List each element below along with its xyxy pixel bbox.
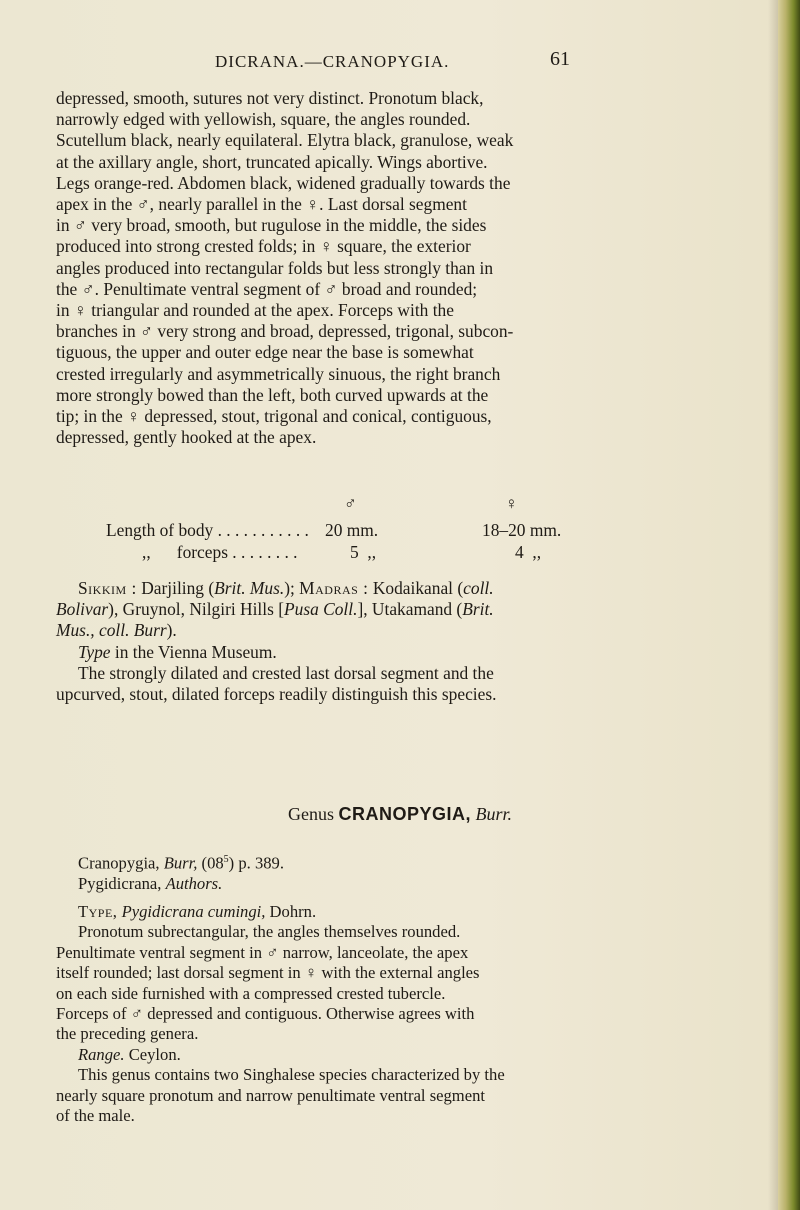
measurement-female: 18–20 mm. bbox=[482, 520, 562, 540]
description-line: Scutellum black, nearly equilateral. Elytra black, granulose, weak bbox=[56, 130, 514, 151]
synonymy-line: Pygidicrana, Authors. bbox=[78, 873, 223, 893]
localities-line: Mus., coll. Burr). bbox=[56, 620, 177, 641]
range-line: Range. Ceylon. bbox=[78, 1044, 181, 1064]
locality-madras: Madras : bbox=[299, 578, 369, 598]
page-number: 61 bbox=[550, 48, 570, 70]
genus-description-line: Pronotum subrectangular, the angles themselves rounded. bbox=[78, 922, 461, 942]
closing-line: of the male. bbox=[56, 1106, 135, 1126]
species-description bbox=[56, 88, 712, 448]
type-locality: Type in the Vienna Museum. bbox=[78, 641, 277, 662]
closing-line: This genus contains two Singhalese species characterized by the bbox=[78, 1065, 505, 1085]
female-symbol: ♀ bbox=[505, 494, 518, 513]
description-line: the ♂. Penultimate ventral segment of ♂ broad and rounded; bbox=[56, 278, 478, 299]
diagnosis-line: The strongly dilated and crested last dorsal segment and the bbox=[78, 662, 494, 683]
genus-heading: Genus CRANOPYGIA, Burr. bbox=[287, 804, 513, 824]
genus-description-line: the preceding genera. bbox=[56, 1024, 199, 1044]
description-line: in ♀ triangular and rounded at the apex. Forceps with the bbox=[56, 300, 454, 321]
locality-sikkim: Sikkim : bbox=[78, 578, 137, 598]
synonymy-line: Cranopygia, Burr, $(08^5)$ p. 389. bbox=[78, 853, 284, 873]
description-line: produced into strong crested folds; in ♀ square, the exterior bbox=[56, 236, 471, 257]
description-line: more strongly bowed than the left, both curved upwards at the bbox=[56, 384, 489, 405]
description-line: apex in the ♂, nearly parallel in the ♀. Last dorsal segment bbox=[56, 194, 467, 215]
genus-description-line: on each side furnished with a compressed crested tubercle. bbox=[56, 983, 446, 1003]
running-head: DICRANA.—CRANOPYGIA. bbox=[215, 52, 450, 71]
genus-description-line: itself rounded; last dorsal segment in ♀ with the external angles bbox=[56, 963, 480, 983]
measurement-row bbox=[0, 520, 800, 542]
description-line: depressed, gently hooked at the apex. bbox=[56, 427, 317, 448]
male-symbol: ♂ bbox=[344, 494, 357, 513]
measurement-male: 20 mm. bbox=[325, 520, 379, 540]
page-gutter-shadow bbox=[768, 0, 778, 1210]
genus-description-line: Forceps of ♂ depressed and contiguous. Otherwise agrees with bbox=[56, 1004, 475, 1024]
description-line: depressed, smooth, sutures not very distinct. Pronotum black, bbox=[56, 88, 484, 108]
description-line: angles produced into rectangular folds but less strongly than in bbox=[56, 257, 494, 278]
description-line: branches in ♂ very strong and broad, depressed, trigonal, subcon- bbox=[56, 321, 514, 342]
sex-symbols-row bbox=[0, 494, 800, 516]
description-line: narrowly edged with yellowish, square, the angles rounded. bbox=[56, 109, 471, 130]
description-line: in ♂ very broad, smooth, but rugulose in the middle, the sides bbox=[56, 215, 487, 236]
measurement-female: 4 ,, bbox=[515, 542, 542, 562]
genus-description bbox=[56, 902, 712, 1126]
synonymy bbox=[56, 850, 712, 894]
measurement-label: Length of body . . . . . . . . . . . bbox=[106, 520, 309, 540]
type-species-line: Type, Pygidicrana cumingi, Dohrn. bbox=[78, 902, 317, 921]
description-line: tip; in the ♀ depressed, stout, trigonal and conical, contiguous, bbox=[56, 406, 492, 427]
localities bbox=[56, 578, 712, 705]
diagnosis-line: upcurved, stout, dilated forceps readily distinguish this species. bbox=[56, 684, 497, 705]
measurement-row bbox=[0, 542, 800, 564]
localities-line: Sikkim : Darjiling (Brit. Mus.); Madras : Kodaikanal (coll. bbox=[78, 578, 494, 598]
measurement-male: 5 ,, bbox=[350, 542, 377, 562]
genus-name: CRANOPYGIA, bbox=[338, 804, 471, 824]
book-edge bbox=[778, 0, 800, 1210]
genus-description-line: Penultimate ventral segment in ♂ narrow, lanceolate, the apex bbox=[56, 942, 469, 962]
description-line: Legs orange-red. Abdomen black, widened gradually towards the bbox=[56, 172, 511, 193]
localities-line: Bolivar), Gruynol, Nilgiri Hills [Pusa Coll.], Utakamand (Brit. bbox=[56, 599, 494, 620]
description-line: crested irregularly and asymmetrically sinuous, the right branch bbox=[56, 363, 501, 384]
measurement-label: ,, forceps . . . . . . . . bbox=[142, 542, 298, 562]
closing-line: nearly square pronotum and narrow penultimate ventral segment bbox=[56, 1085, 485, 1105]
description-line: at the axillary angle, short, truncated apically. Wings abortive. bbox=[56, 151, 488, 172]
description-line: tiguous, the upper and outer edge near the base is somewhat bbox=[56, 342, 474, 363]
